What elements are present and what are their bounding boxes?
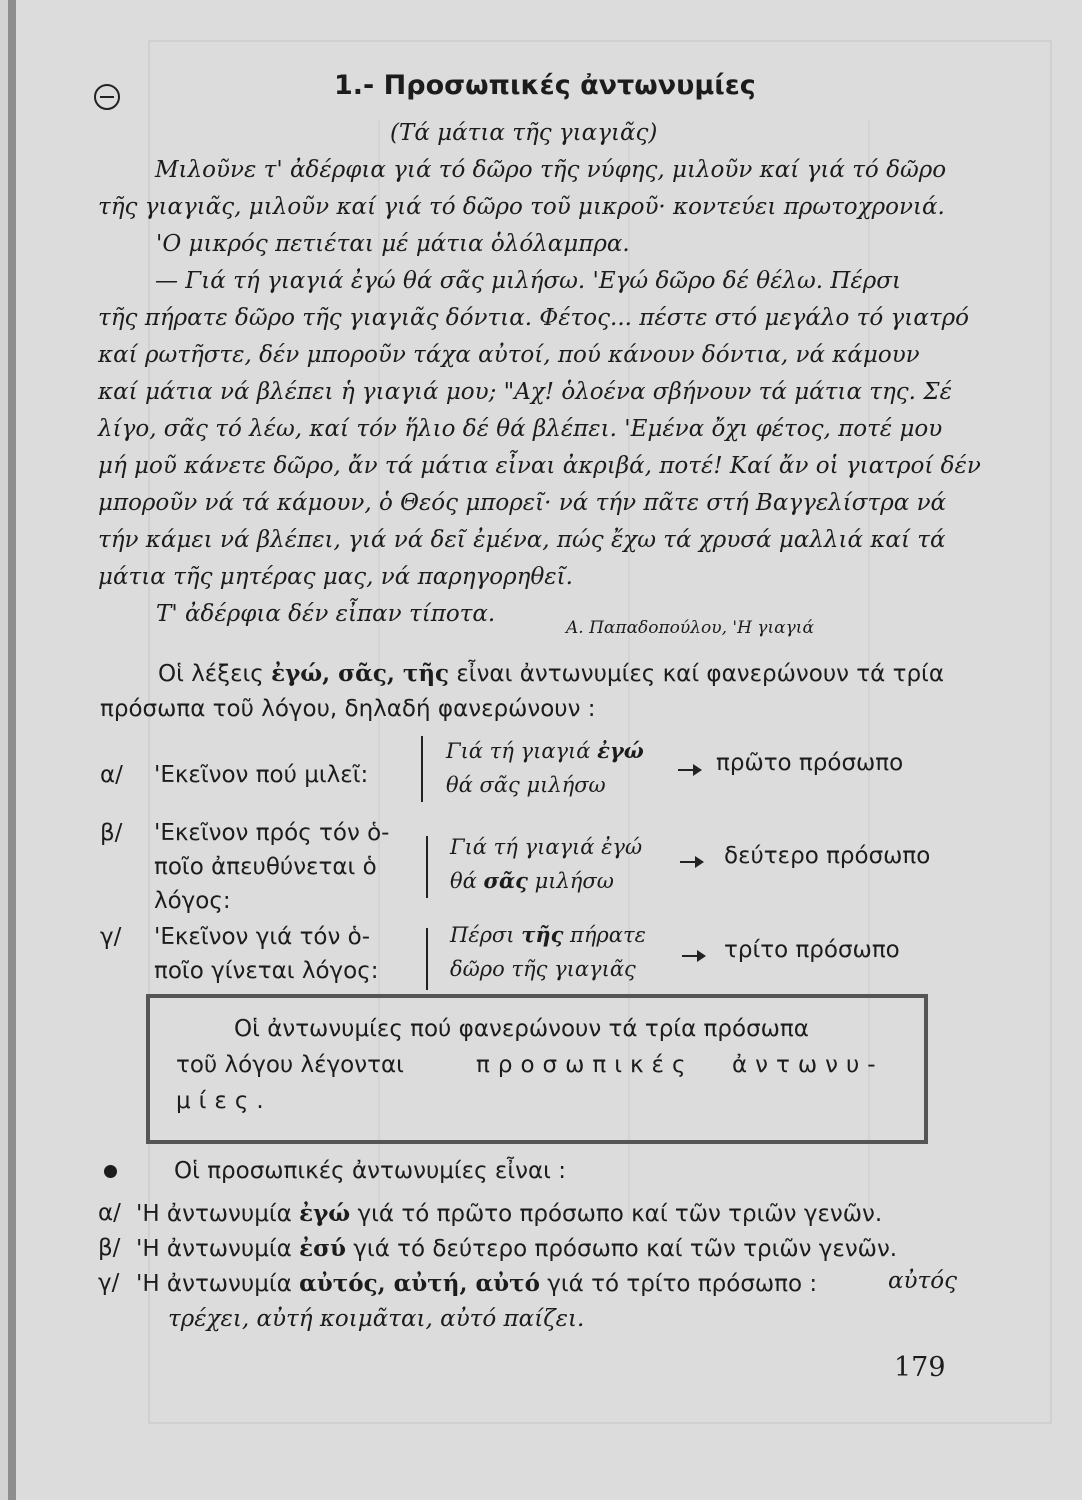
example-text: Πέρσι xyxy=(450,923,522,947)
example-text: Γιά τή γιαγιά ἐγώ xyxy=(450,835,643,859)
definition-term: μίες. xyxy=(176,1088,272,1114)
list-item-text: 'Η ἀντωνυμία xyxy=(136,1271,300,1297)
list-item-text: γιά τό πρῶτο πρόσωπο καί τῶν τριῶν γενῶν. xyxy=(350,1201,883,1227)
list-intro: Οἱ προσωπικές ἀντωνυμίες εἶναι : xyxy=(174,1158,566,1184)
definition-line-1: Οἱ ἀντωνυμίες πού φανερώνουν τά τρία πρόσωπα xyxy=(234,1016,809,1042)
list-item xyxy=(136,1200,882,1227)
right-arrow-icon xyxy=(680,861,702,863)
section-marker-icon xyxy=(94,84,120,110)
explanation-text: Οἱ λέξεις xyxy=(158,661,272,687)
person-description: ποῖο ἀπευθύνεται ὁ xyxy=(154,854,377,880)
person-description: 'Εκεῖνον πού μιλεῖ: xyxy=(154,762,369,788)
example-text: μιλήσω xyxy=(527,869,614,893)
person-result: τρίτο πρόσωπο xyxy=(724,937,900,963)
definition-box xyxy=(146,994,928,1144)
bullet-icon xyxy=(104,1165,117,1178)
person-description: ποῖο γίνεται λόγος: xyxy=(154,958,379,984)
person-description: 'Εκεῖνον πρός τόν ὁ- xyxy=(154,820,390,846)
passage-line: καί ρωτῆστε, δέν μποροῦν τάχα αὐτοί, πού κάνουν δόντια, νά κάμουν xyxy=(98,342,920,368)
page-title: 1.- Προσωπικές ἀντωνυμίες xyxy=(334,70,756,101)
passage-line: καί μάτια νά βλέπει ἡ γιαγιά μου; "Αχ! ὁλοένα σβήνουν τά μάτια της. Σέ xyxy=(98,379,952,405)
list-label: β/ xyxy=(98,1235,121,1261)
definition-term: προσωπικές xyxy=(476,1052,694,1078)
list-item-text: γιά τό τρίτο πρόσωπο : xyxy=(539,1271,818,1297)
passage-line: Μιλοῦνε τ' ἀδέρφια γιά τό δῶρο τῆς νύφης, μιλοῦν καί γιά τό δῶρο xyxy=(155,157,947,183)
example-text: θά xyxy=(450,869,484,893)
example-line xyxy=(450,956,636,981)
page xyxy=(8,0,1082,1500)
person-label: γ/ xyxy=(100,924,122,950)
explanation-bold-words: ἐγώ, σᾶς, τῆς xyxy=(271,660,450,687)
example-bold: σᾶς xyxy=(483,868,528,893)
person-description: 'Εκεῖνον γιά τόν ὁ- xyxy=(154,924,371,950)
brace xyxy=(421,736,423,802)
person-label: α/ xyxy=(100,762,123,788)
definition-line-2: τοῦ λόγου λέγονται xyxy=(176,1052,404,1078)
list-item-text: 'Η ἀντωνυμία xyxy=(136,1236,300,1262)
passage-line: τῆς πήρατε δῶρο τῆς γιαγιᾶς δόντια. Φέτος... πέστε στό μεγάλο τό γιατρό xyxy=(98,305,969,331)
example-text: θά σᾶς μιλήσω xyxy=(446,773,606,797)
person-description: λόγος: xyxy=(154,888,231,914)
passage-line: 'Ο μικρός πετιέται μέ μάτια ὁλόλαμπρα. xyxy=(156,231,630,257)
example-line xyxy=(450,834,642,859)
passage-line: τήν κάμει νά βλέπει, γιά νά δεῖ ἐμένα, πώς ἔχω τά χρυσά μαλλιά καί τά xyxy=(98,527,946,553)
example-line xyxy=(450,922,646,947)
list-item-bold: ἐσύ xyxy=(299,1235,346,1262)
binding-gutter xyxy=(8,0,16,1500)
list-item-text: 'Η ἀντωνυμία xyxy=(136,1201,300,1227)
list-label: γ/ xyxy=(98,1270,120,1296)
example-bold: ἐγώ xyxy=(597,738,644,763)
example-line xyxy=(446,772,606,797)
list-item-example: αὐτός xyxy=(888,1268,957,1294)
passage-line: λίγο, σᾶς τό λέω, καί τόν ἥλιο δέ θά βλέπει. 'Εμένα ὄχι φέτος, ποτέ μου xyxy=(98,416,943,442)
passage-line: — Γιά τή γιαγιά ἐγώ θά σᾶς μιλήσω. 'Εγώ δῶρο δέ θέλω. Πέρσι xyxy=(155,268,902,294)
example-bold: τῆς xyxy=(521,922,564,947)
right-arrow-icon xyxy=(678,769,700,771)
example-line xyxy=(450,868,614,893)
page-number: 179 xyxy=(894,1352,946,1383)
passage-line: τῆς γιαγιᾶς, μιλοῦν καί γιά τό δῶρο τοῦ μικροῦ· κοντεύει πρωτοχρονιά. xyxy=(98,194,945,220)
list-item xyxy=(136,1235,897,1262)
list-item-text: γιά τό δεύτερο πρόσωπο καί τῶν τριῶν γενῶν. xyxy=(346,1236,898,1262)
passage-line: Τ' ἀδέρφια δέν εἶπαν τίποτα. xyxy=(156,601,496,627)
brace xyxy=(426,836,428,898)
person-result: δεύτερο πρόσωπο xyxy=(724,843,931,869)
passage-line: μποροῦν νά τά κάμουν, ὁ Θεός μπορεῖ· νά τήν πᾶτε στή Βαγγελίστρα νά xyxy=(98,490,947,516)
list-item-bold: αὐτός, αὐτή, αὐτό xyxy=(299,1270,540,1297)
example-text: πήρατε xyxy=(563,923,646,947)
list-item xyxy=(136,1270,817,1297)
example-line xyxy=(446,738,644,763)
subtitle: (Τά μάτια τῆς γιαγιᾶς) xyxy=(390,120,658,146)
person-result: πρῶτο πρόσωπο xyxy=(716,750,904,776)
example-text: Γιά τή γιαγιά xyxy=(446,739,598,763)
person-label: β/ xyxy=(100,820,123,846)
attribution: Α. Παπαδοπούλου, 'Η γιαγιά xyxy=(566,618,814,638)
list-item-bold: ἐγώ xyxy=(299,1200,351,1227)
right-arrow-icon xyxy=(682,955,704,957)
list-label: α/ xyxy=(98,1200,121,1226)
brace xyxy=(426,928,428,990)
definition-term: ἀντωνυ- xyxy=(732,1052,884,1078)
list-item-example: τρέχει, αὐτή κοιμᾶται, αὐτό παίζει. xyxy=(168,1306,585,1332)
explanation-line-2: πρόσωπα τοῦ λόγου, δηλαδή φανερώνουν : xyxy=(100,696,596,722)
passage-line: μή μοῦ κάνετε δῶρο, ἄν τά μάτια εἶναι ἀκριβά, ποτέ! Καί ἄν οἱ γιατροί δέν xyxy=(98,453,981,479)
passage-line: μάτια τῆς μητέρας μας, νά παρηγορηθεῖ. xyxy=(98,564,573,590)
example-text: δῶρο τῆς γιαγιᾶς xyxy=(450,957,636,981)
explanation-text: εἶναι ἀντωνυμίες καί φανερώνουν τά τρία xyxy=(449,661,945,687)
explanation-line-1 xyxy=(158,660,944,687)
